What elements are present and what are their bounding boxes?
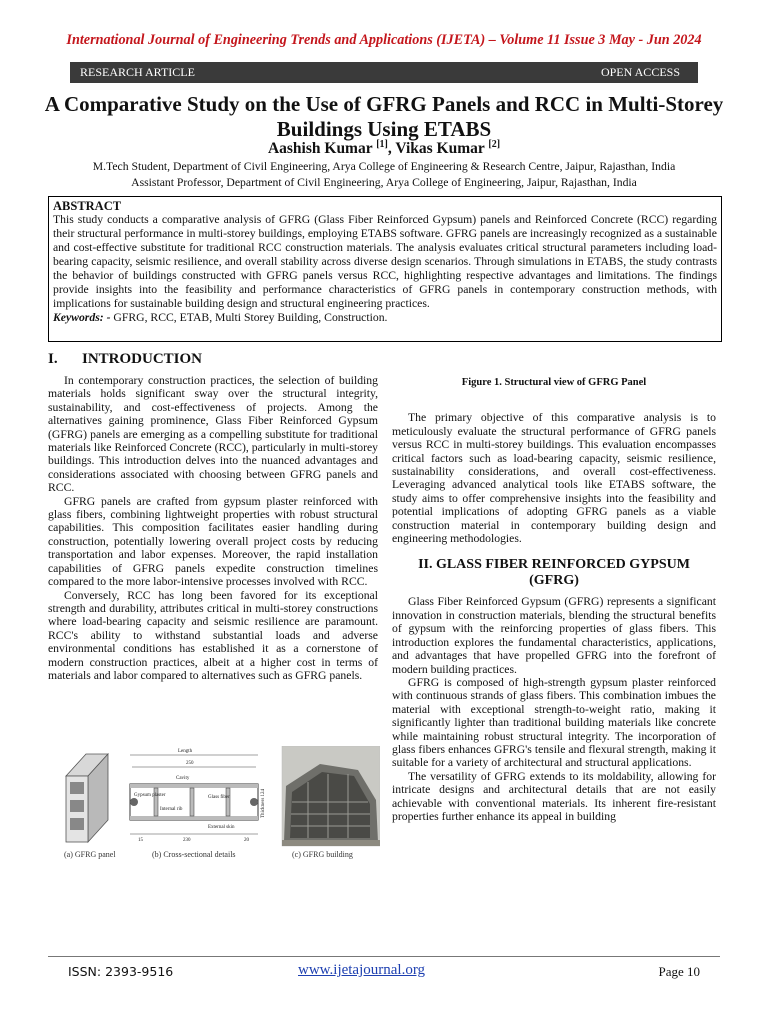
figure-caption: Figure 1. Structural view of GFRG Panel [461,377,647,388]
keywords-line [53,311,717,325]
external-skin-label: External skin [208,825,235,830]
affiliation-2: Assistant Professor, Department of Civil Engineering, Arya College of Engineering, Jaipur, Rajasthan, India [131,176,637,189]
section-number: I. [48,351,58,367]
author-name: Aashish Kumar [267,140,373,158]
keywords-text: GFRG, RCC, ETAB, Multi Storey Building, Construction. [113,311,388,324]
figure-panel-label: (c) GFRG building [292,850,353,859]
issn-label: ISSN: 2393-9516 [68,964,174,979]
internal-rib-label: Internal rib [160,807,183,812]
paragraph: Glass Fiber Reinforced Gypsum (GFRG) represents a significant innovation in construction materials, blending the structural benefits of gypsum with the reinforcing properties of glass fibers. This introduction explores the fundamental characteristics, applications, and advantages that have propelled GFRG into the forefront of modern building practices. [392,595,716,676]
paragraph: Conversely, RCC has long been favored for its exceptional strength and durability, attributes critical in multi-storey constructions where load-bearing capacity and seismic resilience are paramount. RCC's ability to withstand substantial loads and adverse environmental conditions has established it as a cornerstone of modern construction practices, albeit at a higher cost in terms of materials and labor compared to alternatives such as GFRG panels. [48,588,378,682]
author-affiliation-mark: [2] [488,139,501,150]
cavity-label: Cavity [176,776,190,781]
dim-bottom-left-label: 15 [138,838,143,843]
section-heading: II. GLASS FIBER REINFORCED GYPSUM (GFRG) [418,557,690,589]
access-label: OPEN ACCESS [600,65,680,79]
figure-panel-label: (a) GFRG panel [64,850,116,859]
author-affiliation-mark: [1] [376,139,388,150]
figure-panel-label: (b) Cross-sectional details [152,850,236,859]
gfrg-panel-illustration [66,754,108,842]
keywords-label: Keywords: - [53,311,111,324]
gfrg-building-photo [282,746,380,846]
dim-bottom-right-label: 20 [244,838,249,843]
paragraph: In contemporary construction practices, the selection of building materials holds significant sway over the structural integrity, sustainability, and cost-effectiveness of projects. Among the alternatives gaining prominence, Glass Fiber Reinforced Gypsum (GFRG) panels are emerging as a compelling substitute for traditional materials like Reinforced Concrete (RCC), particularly in multi-storey buildings. This introduction delves into the nuanced advantages and considerations associated with choosing between GFRG panels and RCC. [48,374,378,495]
page-footer [68,962,700,982]
gypsum-plaster-label: Gypsum plaster [134,793,166,798]
dim-top-label: 250 [186,761,194,766]
dim-bottom-mid-label: 230 [183,838,191,843]
page-number: Page 10 [658,964,700,979]
gfrg-figure [58,746,380,864]
paper-title: A Comparative Study on the Use of GFRG Panels and RCC in Multi-Storey Buildings Using ETABS [44,92,724,141]
abstract-text: This study conducts a comparative analysis of GFRG (Glass Fiber Reinforced Gypsum) panels and Reinforced Concrete (RCC) regarding their structural performance in multi-storey buildings, employing ETABS software. GFRG panels are increasingly recognized as a sustainable and cost-effective substitute for traditional RCC construction materials. The analysis evaluates critical structural parameters including load-bearing capacity, seismic resilience, and overall stability across diverse design scenarios. Through simulations in ETABS, the study contrasts the behavior of buildings constructed with GFRG panels versus RCC, highlighting respective advantages and limitations. The findings provide insights into the feasibility and performance characteristics of GFRG panels in contemporary construction methods, with implications for sustainable building design and structural engineering practices. [53,213,717,310]
paragraph: GFRG is composed of high-strength gypsum plaster reinforced with continuous strands of glass fibers. This combination imbues the material with exceptional strength-to-weight ratio, making it significantly lighter than traditional building materials like concrete while maintaining robust structural integrity. The incorporation of glass fibers enhances GFRG's tensile and flexural strength, making it suitable for a variety of architectural and structural applications. [392,675,716,770]
gfrg-figure-drawing [58,746,380,850]
paragraph: The primary objective of this comparative analysis is to meticulously evaluate the structural performance of GFRG panels versus RCC in multi-storey buildings. This evaluation encompasses critical factors such as load-bearing capacity, seismic resilience, sustainability considerations, and overall cost-effectiveness. Leveraging advanced analytical tools like ETABS software, the study aims to offer comprehensive insights into the feasibility and potential implications of adopting GFRG panels as a viable construction material in contemporary building design and engineering methodologies. [392,411,716,546]
article-banner [70,62,698,83]
abstract-heading: ABSTRACT [53,199,122,213]
right-column [392,376,716,823]
length-label: Length [178,749,193,754]
section-heading [48,350,378,368]
journal-header: International Journal of Engineering Trends and Applications (IJETA) – Volume 11 Issue 3 May - Jun 2024 [66,32,702,48]
footer-divider [48,956,720,957]
affiliation-1: M.Tech Student, Department of Civil Engineering, Arya College of Engineering & Research Centre, Jaipur, Rajasthan, India [92,160,676,173]
author-line: Aashish Kumar [1], Vikas Kumar [2] [267,139,501,158]
author-name: Vikas Kumar [395,140,485,158]
cross-section-diagram [130,749,266,843]
article-type-label: RESEARCH ARTICLE [80,65,195,79]
glass-fiber-label: Glass fiber [208,795,230,800]
section-title: INTRODUCTION [82,351,203,367]
left-column [48,350,378,682]
paragraph: The versatility of GFRG extends to its moldability, allowing for intricate designs and architectural details that are not easily achievable with conventional materials. Its inherent fire-resistant properties further enhance its appeal in building [392,769,716,823]
journal-link[interactable]: www.ijetajournal.org [298,962,426,978]
abstract-box [48,196,722,342]
thickness-label: Thickness 124 [261,788,266,818]
paragraph: GFRG panels are crafted from gypsum plaster reinforced with glass fibers, combining lightweight properties with robust structural capabilities. This composition facilitates easier handling during construction, potentially lowering overall project costs by reducing transportation and labor expenses. Moreover, the rapid installation capabilities of GFRG panels expedite construction timelines compared to the more labor-intensive processes involved with RCC. [48,494,378,589]
